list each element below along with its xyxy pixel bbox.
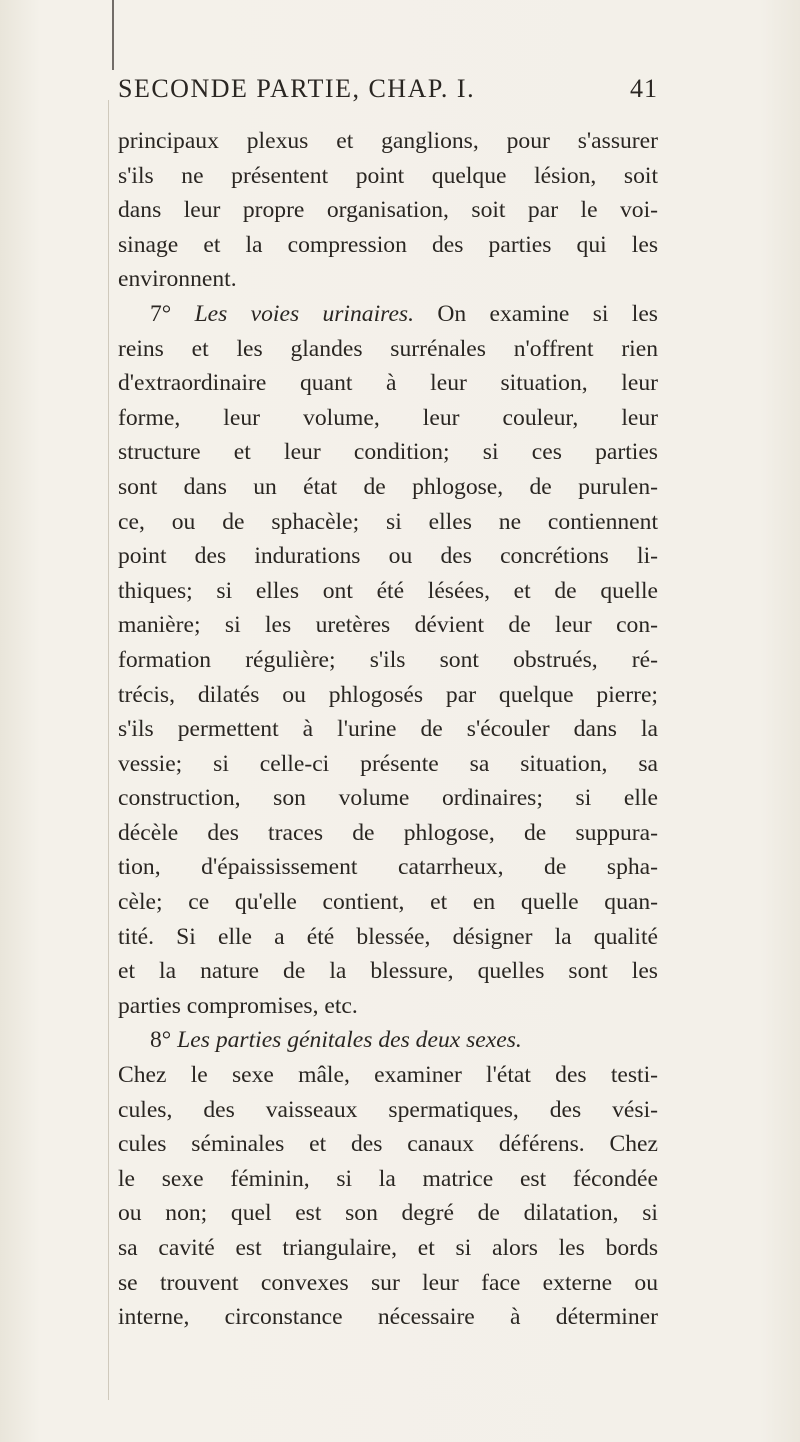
text-line: trécis, dilatés ou phlogosés par quelque pierre; xyxy=(118,681,658,708)
text-line: environnent. xyxy=(118,266,237,293)
text-line: cules séminales et des canaux déférens. Chez xyxy=(118,1131,658,1158)
running-title: SECONDE PARTIE, CHAP. I. xyxy=(118,74,476,103)
page-number: 41 xyxy=(630,74,658,103)
section-number: 8° xyxy=(150,1027,172,1054)
section-title: Les voies urinaires. xyxy=(194,300,414,327)
text-line: construction, son volume ordinaires; si elle xyxy=(118,785,658,812)
text-line: principaux plexus et ganglions, pour s'assurer xyxy=(118,128,658,154)
text-line: point des indurations ou des concrétions li- xyxy=(118,543,658,570)
text-line: ou non; quel est son degré de dilatation, si xyxy=(118,1200,658,1227)
text-line: ce, ou de sphacèle; si elles ne contiennent xyxy=(118,508,658,535)
gutter-shadow xyxy=(108,100,109,1400)
text-line: et la nature de la blessure, quelles sont les xyxy=(118,958,658,985)
body-text xyxy=(118,124,658,1335)
text-line: forme, leur volume, leur couleur, leur xyxy=(118,404,658,431)
text-line: cules, des vaisseaux spermatiques, des vési- xyxy=(118,1096,658,1123)
text-line: dans leur propre organisation, soit par le voi- xyxy=(118,197,658,224)
text-line: tité. Si elle a été blessée, désigner la qualité xyxy=(118,923,658,950)
section-text: On examine si les xyxy=(437,300,658,327)
text-line: s'ils ne présentent point quelque lésion, soit xyxy=(118,162,658,189)
text-line: formation régulière; s'ils sont obstrués, ré- xyxy=(118,646,658,673)
margin-mark xyxy=(112,0,114,70)
section-number: 7° xyxy=(150,300,172,327)
text-line: d'extraordinaire quant à leur situation, leur xyxy=(118,370,658,397)
text-line: le sexe féminin, si la matrice est fécondée xyxy=(118,1165,658,1192)
text-line: décèle des traces de phlogose, de suppura- xyxy=(118,819,658,846)
text-line: reins et les glandes surrénales n'offrent rien xyxy=(118,335,658,362)
text-line: sa cavité est triangulaire, et si alors les bords xyxy=(118,1235,658,1261)
text-line: manière; si les uretères dévient de leur con- xyxy=(118,612,658,639)
text-line: cèle; ce qu'elle contient, et en quelle quan- xyxy=(118,889,658,916)
section-heading-line xyxy=(118,297,658,332)
section-heading-line xyxy=(118,1023,658,1058)
section-title: Les parties génitales des deux sexes. xyxy=(177,1027,522,1054)
text-line: Chez le sexe mâle, examiner l'état des testi- xyxy=(118,1062,658,1089)
text-line: thiques; si elles ont été lésées, et de quelle xyxy=(118,577,658,604)
text-line: structure et leur condition; si ces parties xyxy=(118,439,658,466)
text-line: sont dans un état de phlogose, de purulen- xyxy=(118,473,658,500)
text-line: parties compromises, etc. xyxy=(118,992,358,1019)
text-line: interne, circonstance nécessaire à déterminer xyxy=(118,1304,658,1331)
text-line: sinage et la compression des parties qui les xyxy=(118,231,658,258)
text-line: tion, d'épaississement catarrheux, de spha- xyxy=(118,854,658,881)
text-line: vessie; si celle-ci présente sa situation, sa xyxy=(118,750,658,777)
page-header xyxy=(118,74,658,114)
text-line: se trouvent convexes sur leur face externe ou xyxy=(118,1269,658,1296)
text-line: s'ils permettent à l'urine de s'écouler dans la xyxy=(118,716,658,743)
